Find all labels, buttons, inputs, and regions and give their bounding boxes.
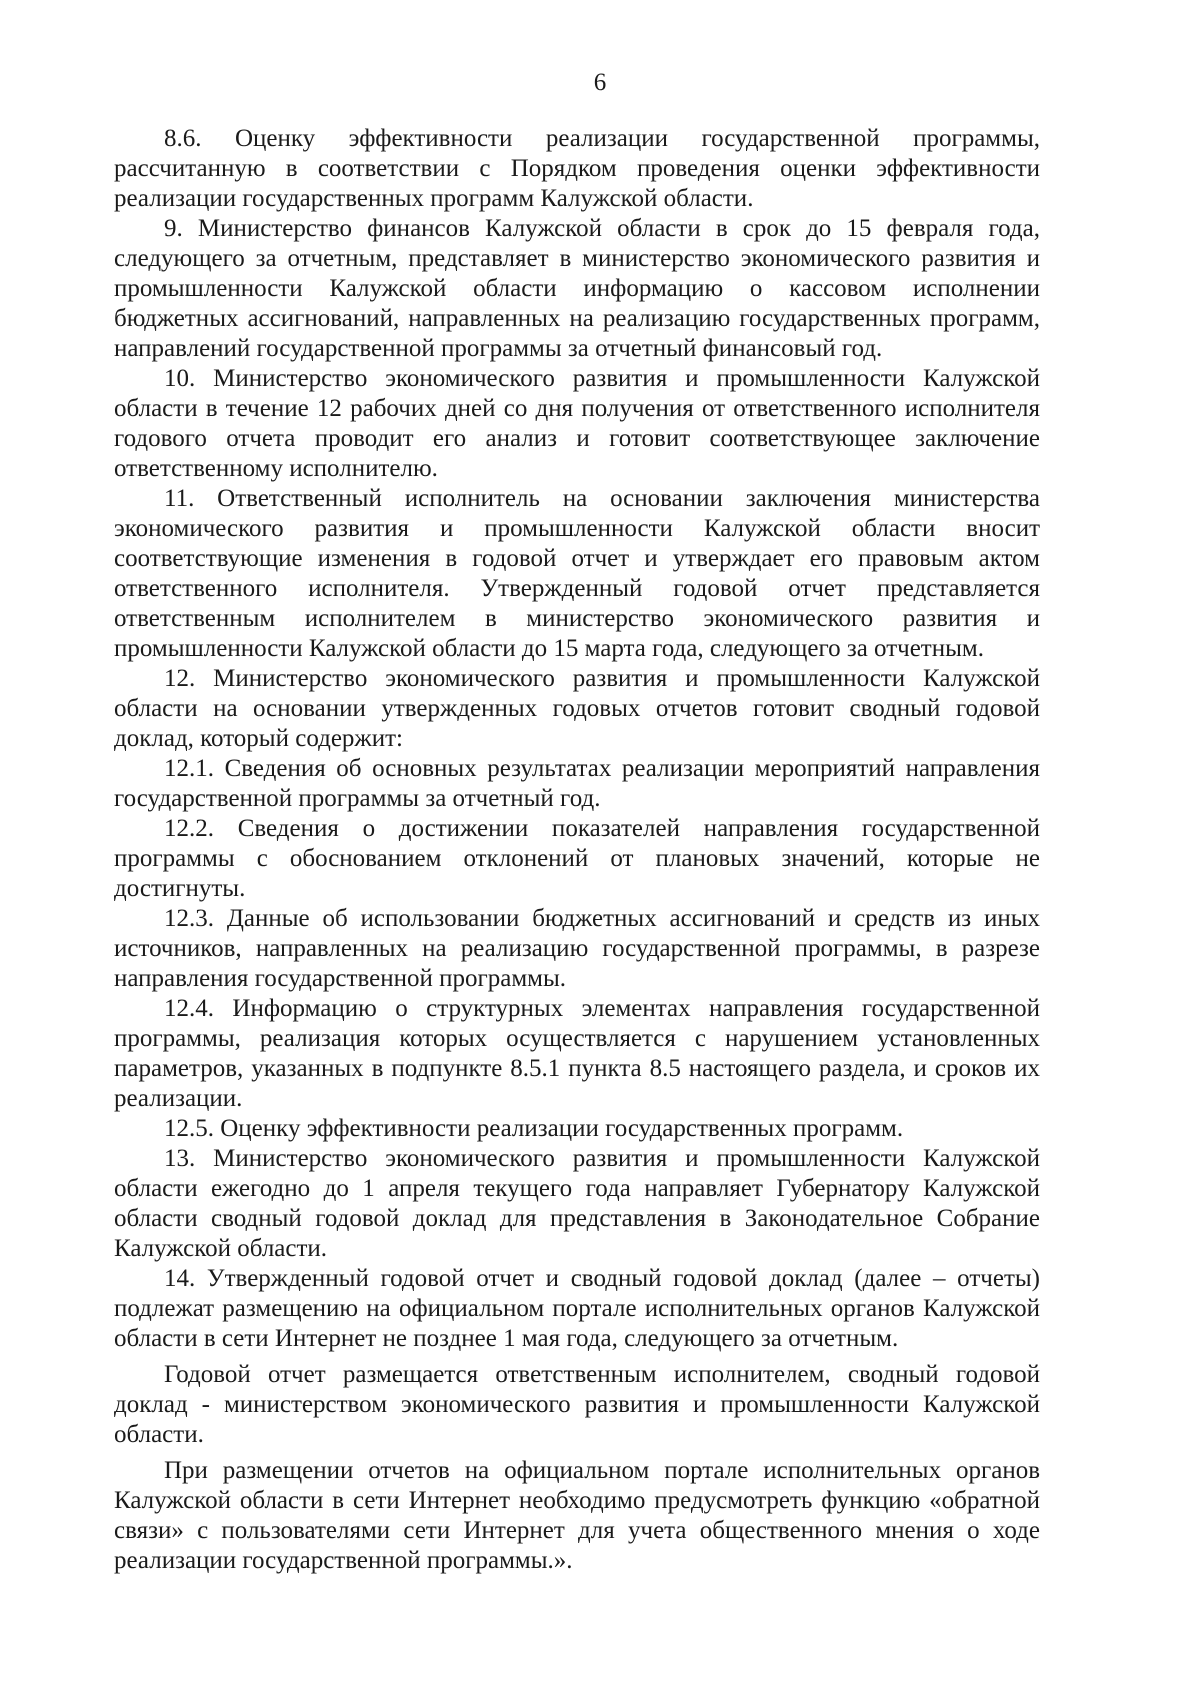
paragraph-12: 12. Министерство экономического развития и промышленности Калужской области на основании утвержденных годовых отчетов готовит сводный годовой доклад, который содержит: xyxy=(114,665,1040,752)
paragraph-12-1: 12.1. Сведения об основных результатах реализации мероприятий направления государственной программы за отчетный год. xyxy=(114,755,1040,812)
paragraph-8-6: 8.6. Оценку эффективности реализации государственной программы, рассчитанную в соответствии с Порядком проведения оценки эффективности реализации государственных программ Калужской области. xyxy=(114,125,1040,212)
paragraph-12-3: 12.3. Данные об использовании бюджетных ассигнований и средств из иных источников, направленных на реализацию государственной программы, в разрезе направления государственной программы. xyxy=(114,905,1040,992)
paragraph-9: 9. Министерство финансов Калужской области в срок до 15 февраля года, следующего за отчетным, представляет в министерство экономического развития и промышленности Калужской области информацию о кассовом исполнении бюджетных ассигнований, направленных на реализацию государственных программ, направлений государственной программы за отчетный финансовый год. xyxy=(114,215,1040,362)
page-number: 6 xyxy=(593,69,607,96)
document-body xyxy=(114,124,1040,1576)
paragraph-feedback-function: При размещении отчетов на официальном портале исполнительных органов Калужской области в сети Интернет необходимо предусмотреть функцию «обратной связи» с пользователями сети Интернет для учета общественного мнения о ходе реализации государственной программы.». xyxy=(114,1457,1040,1574)
paragraph-annual-report-placement: Годовой отчет размещается ответственным исполнителем, сводный годовой доклад - министерством экономического развития и промышленности Калужской области. xyxy=(114,1361,1040,1448)
paragraph-12-5: 12.5. Оценку эффективности реализации государственных программ. xyxy=(164,1115,904,1142)
paragraph-14: 14. Утвержденный годовой отчет и сводный годовой доклад (далее – отчеты) подлежат размещению на официальном портале исполнительных органов Калужской области в сети Интернет не позднее 1 мая года, следующего за отчетным. xyxy=(114,1265,1040,1352)
paragraph-10: 10. Министерство экономического развития и промышленности Калужской области в течение 12 рабочих дней со дня получения от ответственного исполнителя годового отчета проводит его анализ и готовит соответствующее заключение ответственному исполнителю. xyxy=(114,365,1040,482)
paragraph-12-2: 12.2. Сведения о достижении показателей направления государственной программы с обоснованием отклонений от плановых значений, которые не достигнуты. xyxy=(114,815,1040,902)
paragraph-13: 13. Министерство экономического развития и промышленности Калужской области ежегодно до 1 апреля текущего года направляет Губернатору Калужской области сводный годовой доклад для представления в Законодательное Собрание Калужской области. xyxy=(114,1145,1040,1262)
paragraph-11: 11. Ответственный исполнитель на основании заключения министерства экономического развития и промышленности Калужской области вносит соответствующие изменения в годовой отчет и утверждает его правовым актом ответственного исполнителя. Утвержденный годовой отчет представляется ответственным исполнителем в министерство экономического развития и промышленности Калужской области до 15 марта года, следующего за отчетным. xyxy=(114,485,1040,662)
paragraph-12-4: 12.4. Информацию о структурных элементах направления государственной программы, реализация которых осуществляется с нарушением установленных параметров, указанных в подпункте 8.5.1 пункта 8.5 настоящего раздела, и сроков их реализации. xyxy=(114,995,1040,1112)
